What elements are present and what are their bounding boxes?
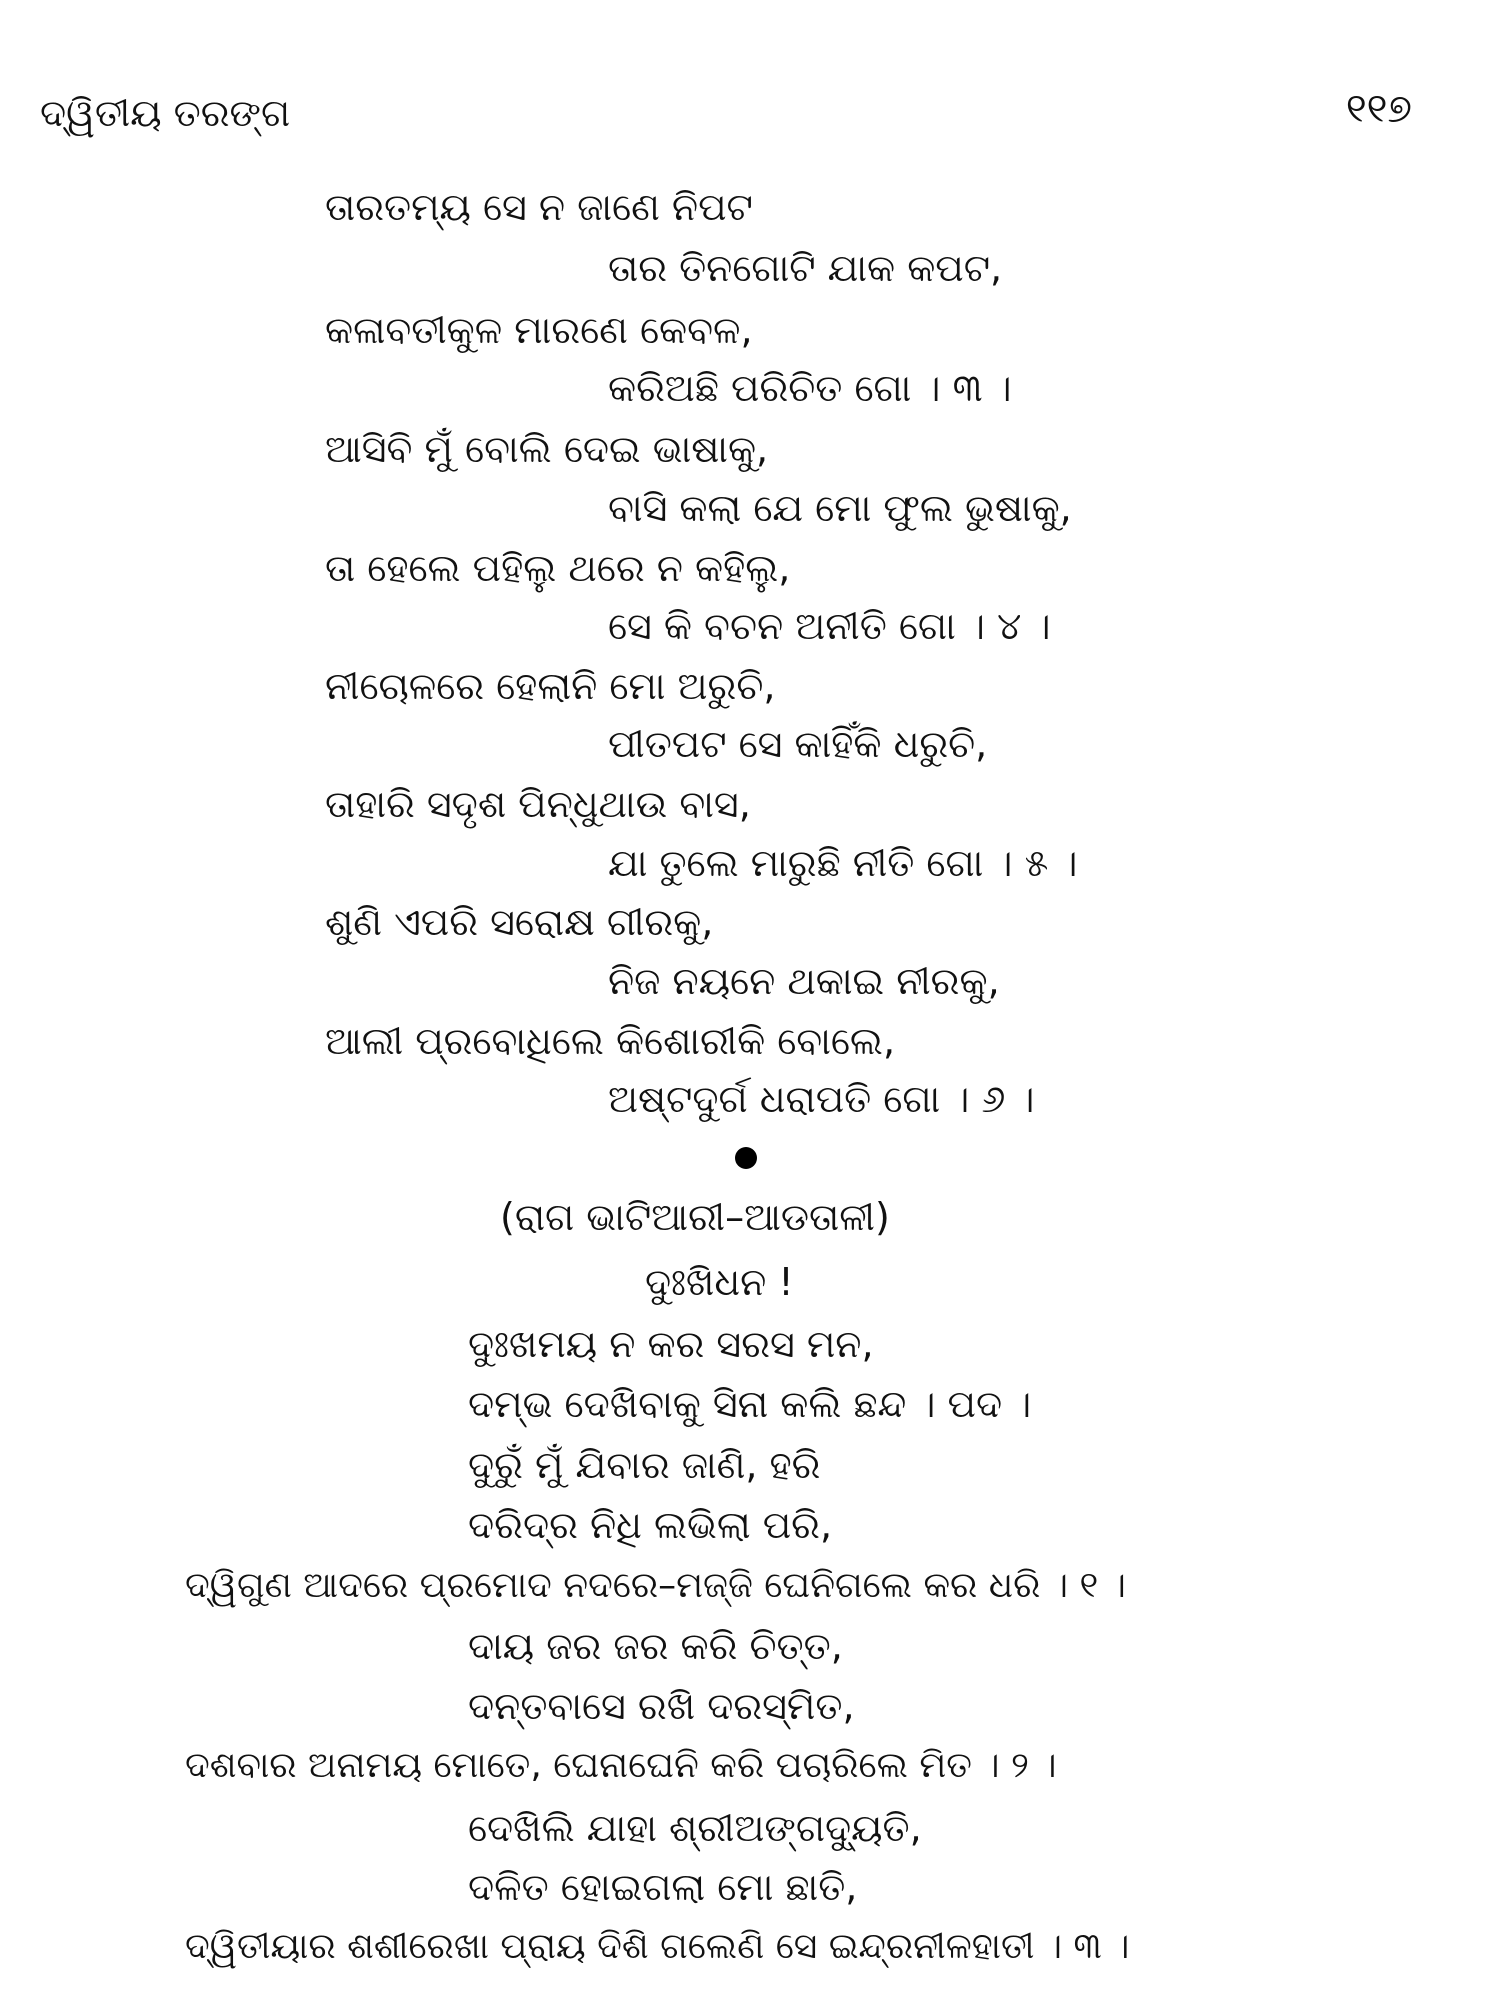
song-line: ଦମ୍ଭ ଦେଖିବାକୁ ସିନା କଲି ଛନ୍ଦ । ପଦ । — [468, 1382, 1032, 1426]
verse-line: ତାରତମ୍ୟ ସେ ନ ଜାଣେ ନିପଟ — [325, 185, 753, 229]
song-line: ଦ୍ୱିଗୁଣ ଆଦରେ ପ୍ରମୋଦ ନଦରେ–ମଜ୍ଜି ଘେନିଗଲେ କର ଧରି । ୧ । — [185, 1565, 1126, 1606]
song-line: ଦରିଦ୍ର ନିଧି ଲଭିଲା ପରି, — [468, 1503, 833, 1547]
song-line: ଦାୟ ଜର ଜର କରି ଚିତ୍ତ, — [468, 1624, 843, 1668]
raga-heading: (ରାଗ ଭାଟିଆରୀ–ଆଡତାଳୀ) — [500, 1195, 890, 1239]
verse-line: ଅଷ୍ଟଦୁର୍ଗ ଧରାପତି ଗୋ । ୬ । — [608, 1077, 1035, 1121]
song-line: ଦଶବାର ଅନାମୟ ମୋତେ, ଘେନାଘେନି କରି ପଚାରିଲେ ମିତ । ୨ । — [185, 1745, 1057, 1786]
song-line: ଦ୍ୱିତୀୟାର ଶଶୀରେଖା ପ୍ରାୟ ଦିଶି ଗଲେଣି ସେ ଇନ୍ଦ୍ରନୀଳହାତୀ । ୩ । — [185, 1926, 1130, 1967]
verse-line: କରିଅଛି ପରିଚିତ ଗୋ । ୩ । — [608, 366, 1012, 410]
verse-line: ବାସି କଲା ଯେ ମୋ ଫୁଲ ଭୁଷାକୁ, — [608, 486, 1072, 530]
song-line: ଦଳିତ ହୋଇଗଲା ମୋ ଛାତି, — [468, 1865, 858, 1909]
verse-line: ତାହାରି ସଦୃଶ ପିନ୍ଧୁଥାଉ ବାସ, — [325, 782, 751, 826]
verse-line: ତାର ତିନଗୋଟି ଯାକ କପଟ, — [608, 246, 1003, 290]
verse-line: ତା ହେଲେ ପହିଲୁ ଥରେ ନ କହିଲୁ, — [325, 546, 791, 590]
verse-line: ଶୁଣି ଏପରି ସରୋକ୍ଷ ଗୀରକୁ, — [325, 900, 714, 944]
verse-line: ଆଲୀ ପ୍ରବୋଧିଲେ କିଶୋରୀକି ବୋଲେ, — [325, 1019, 896, 1063]
song-title: ଦୁଃଖିଧନ ! — [645, 1260, 794, 1304]
verse-line: ନିଜ ନୟନେ ଥକାଇ ନୀରକୁ, — [608, 959, 1000, 1003]
section-separator-dot — [735, 1147, 757, 1169]
song-line: ଦୁରୁଁ ମୁଁ ଯିବାର ଜାଣି, ହରି — [468, 1443, 821, 1487]
page-number: ୧୧୭ — [1345, 86, 1412, 132]
verse-line: ଯା ତୁଲେ ମାରୁଛି ନୀତି ଗୋ । ୫ । — [608, 841, 1078, 885]
running-head: ଦ୍ୱିତୀୟ ତରଙ୍ଗ — [40, 91, 291, 135]
verse-line: ନୀଚୋଳରେ ହେଲାନି ମୋ ଅରୁଚି, — [325, 664, 776, 708]
song-line: ଦେଖିଲି ଯାହା ଶ୍ରୀଅଙ୍ଗଦ୍ୟୁତି, — [468, 1806, 922, 1850]
verse-line: କଳାବତୀକୁଳ ମାରଣେ କେବଳ, — [325, 308, 753, 352]
verse-line: ପୀତପଟ ସେ କାହିଁକି ଧରୁଚି, — [608, 722, 988, 766]
verse-line: ସେ କି ବଚନ ଅନୀତି ଗୋ । ୪ । — [608, 604, 1051, 648]
song-line: ଦୁଃଖମୟ ନ କର ସରସ ମନ, — [468, 1322, 874, 1366]
song-line: ଦନ୍ତବାସେ ରଖି ଦରସ୍ମିତ, — [468, 1684, 855, 1728]
verse-line: ଆସିବି ମୁଁ ବୋଲି ଦେଇ ଭାଷାକୁ, — [325, 427, 769, 471]
